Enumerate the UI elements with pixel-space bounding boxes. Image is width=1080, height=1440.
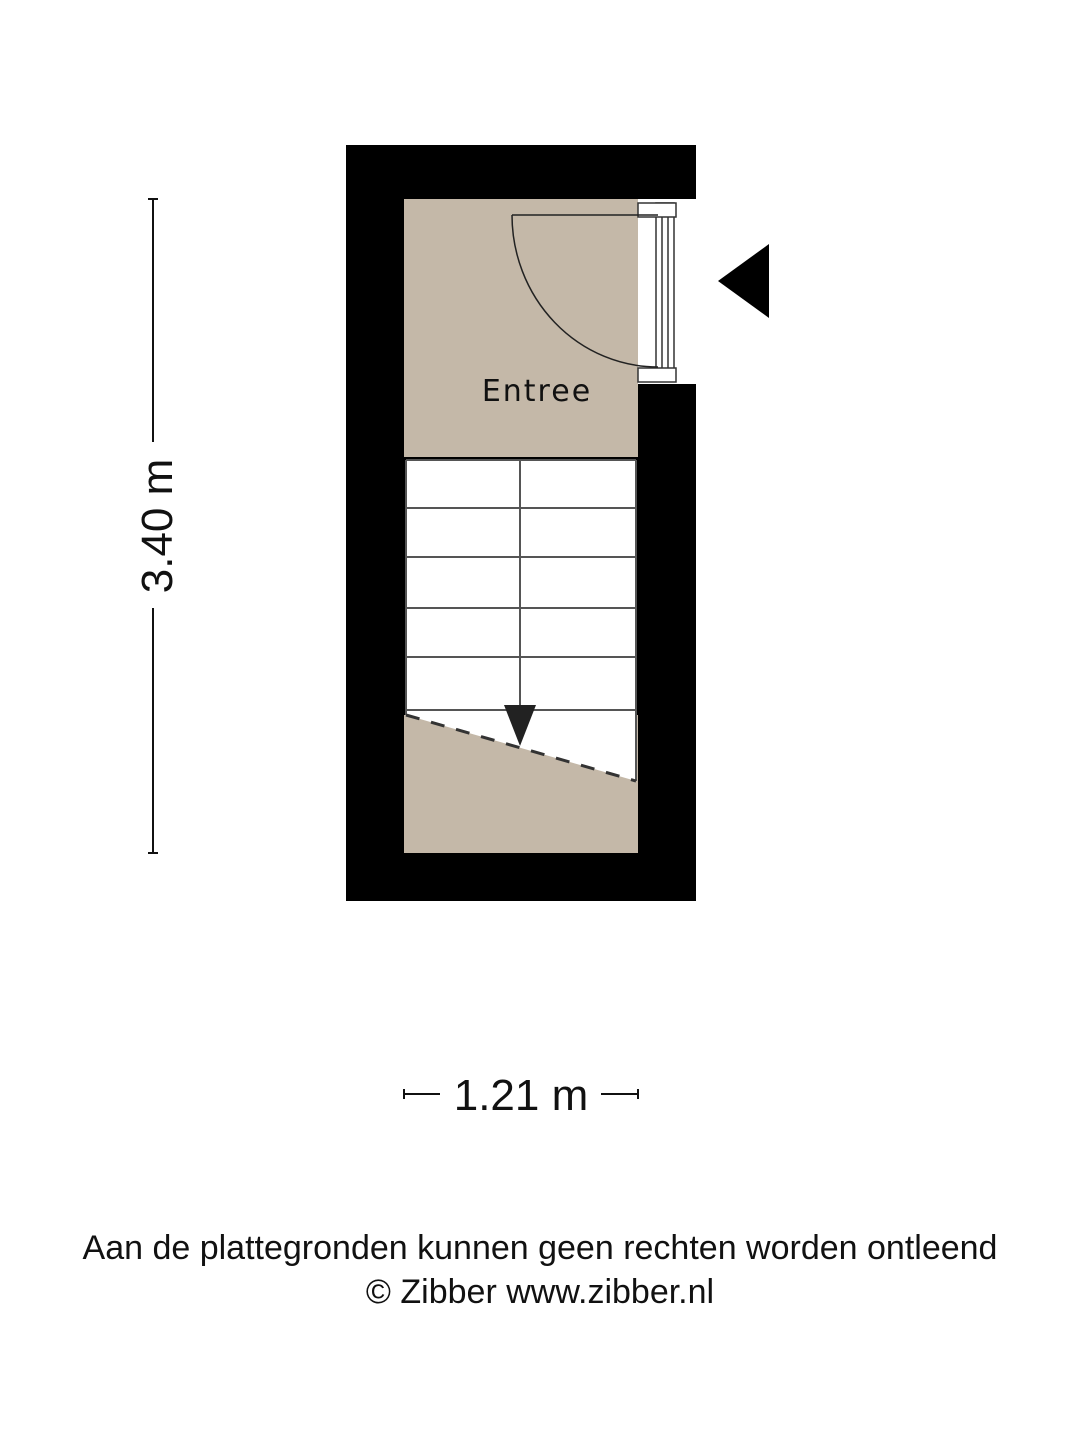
height-dimension-label: 3.40 m xyxy=(133,458,182,594)
entrance-arrow-icon xyxy=(718,244,769,318)
entree-floor xyxy=(404,199,638,457)
room-label-entree: Entree xyxy=(481,374,593,409)
disclaimer-text: Aan de plattegronden kunnen geen rechten worden ontleend xyxy=(82,1229,998,1267)
copyright-text: © Zibber www.zibber.nl xyxy=(365,1273,715,1311)
width-dimension-label: 1.21 m xyxy=(453,1071,589,1120)
